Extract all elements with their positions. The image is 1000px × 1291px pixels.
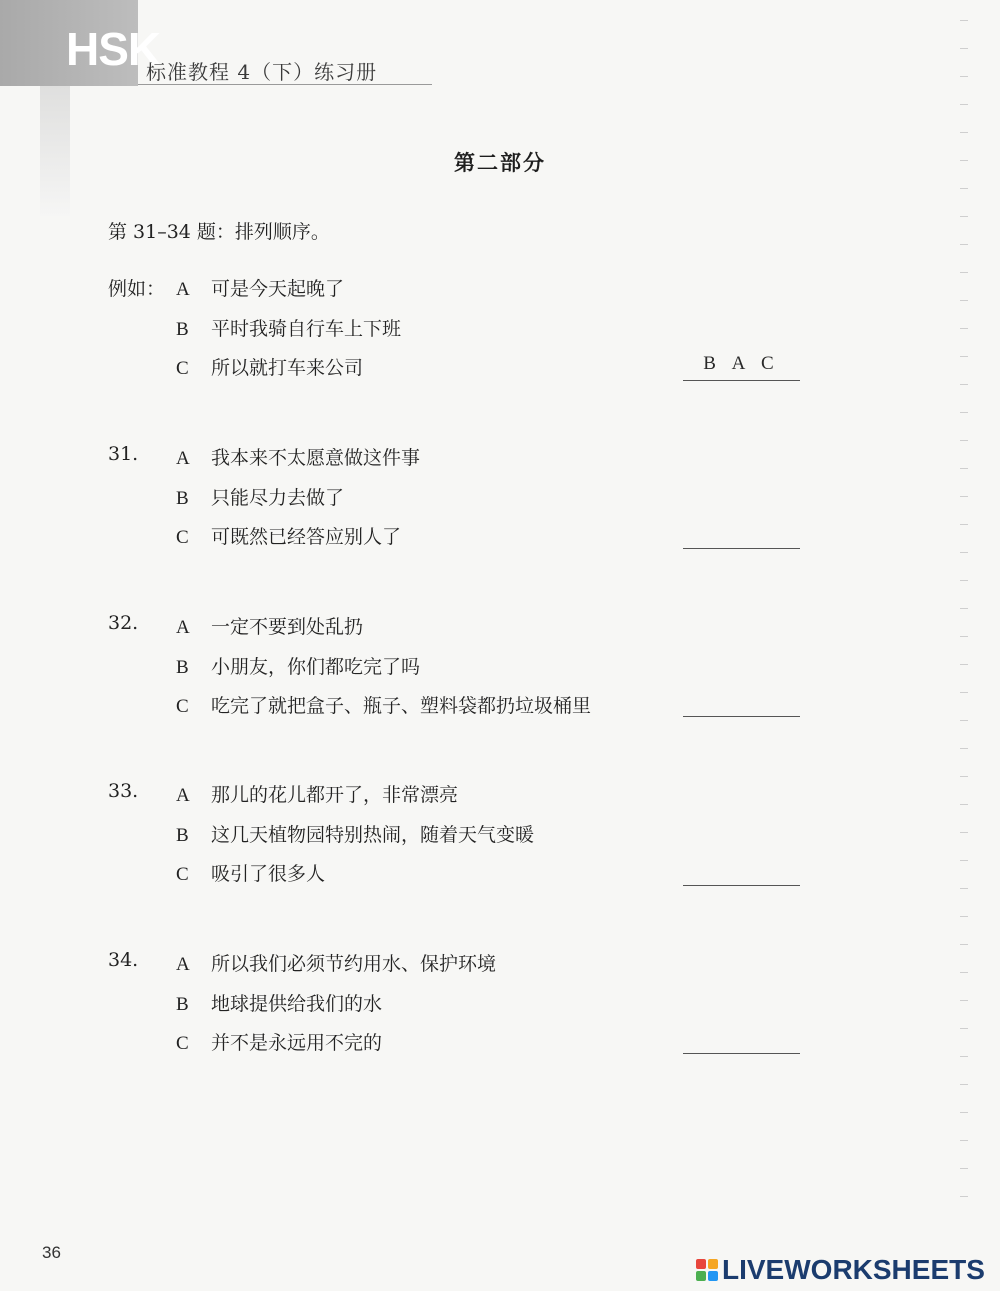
option-a	[176, 949, 496, 976]
edge-tick	[960, 1112, 968, 1113]
option-b	[176, 820, 534, 847]
edge-tick	[960, 1084, 968, 1085]
edge-tick	[960, 188, 968, 189]
edge-tick	[960, 384, 968, 385]
option-a	[176, 780, 458, 807]
option-letter: C	[176, 696, 189, 717]
option-c	[176, 691, 591, 718]
question-number: 33.	[108, 780, 139, 802]
option-letter: B	[176, 319, 189, 340]
edge-tick	[960, 804, 968, 805]
option-letter: A	[176, 617, 190, 638]
edge-tick	[960, 1168, 968, 1169]
option-text: 小朋友，你们都吃完了吗	[211, 656, 421, 678]
edge-tick	[960, 972, 968, 973]
option-text: 我本来不太愿意做这件事	[211, 447, 421, 469]
edge-tick	[960, 832, 968, 833]
liveworksheets-text: LIVEWORKSHEETS	[722, 1254, 985, 1285]
answer-input-33[interactable]	[683, 885, 800, 886]
option-letter: A	[176, 448, 190, 469]
example-option-c	[176, 353, 363, 380]
answer-input-34[interactable]	[683, 1053, 800, 1054]
edge-tick	[960, 1140, 968, 1141]
answer-input-32[interactable]	[683, 716, 800, 717]
option-letter: B	[176, 657, 189, 678]
option-text: 地球提供给我们的水	[211, 993, 383, 1015]
page-number: 36	[42, 1243, 61, 1262]
option-b	[176, 652, 420, 679]
edge-tick	[960, 860, 968, 861]
edge-tick	[960, 1056, 968, 1057]
option-text: 只能尽力去做了	[211, 487, 345, 509]
hsk-logo: HSK	[66, 23, 161, 75]
option-letter: C	[176, 358, 189, 379]
option-text: 那儿的花儿都开了，非常漂亮	[211, 784, 459, 806]
edge-tick	[960, 888, 968, 889]
example-answer-line	[683, 380, 800, 381]
option-text: 并不是永远用不完的	[211, 1032, 383, 1054]
option-c	[176, 1028, 382, 1055]
option-letter: C	[176, 1033, 189, 1054]
option-text: 所以我们必须节约用水、保护环境	[211, 953, 497, 975]
example-label: 例如：	[108, 278, 166, 300]
option-text: 这几天植物园特别热闹，随着天气变暖	[211, 824, 535, 846]
option-letter: A	[176, 279, 190, 300]
question-number: 31.	[108, 443, 139, 465]
option-text: 吃完了就把盒子、瓶子、塑料袋都扔垃圾桶里	[211, 695, 592, 717]
option-c	[176, 859, 325, 886]
edge-tick	[960, 1028, 968, 1029]
edge-tick	[960, 664, 968, 665]
edge-tick	[960, 552, 968, 553]
edge-tick	[960, 916, 968, 917]
option-text: 吸引了很多人	[211, 863, 326, 885]
edge-tick	[960, 356, 968, 357]
edge-tick	[960, 412, 968, 413]
edge-tick	[960, 1196, 968, 1197]
edge-tick	[960, 76, 968, 77]
example-answer: B A C	[703, 353, 780, 374]
option-b	[176, 989, 382, 1016]
edge-tick	[960, 216, 968, 217]
edge-tick	[960, 580, 968, 581]
edge-tick	[960, 496, 968, 497]
edge-tick	[960, 692, 968, 693]
option-text: 所以就打车来公司	[211, 357, 364, 379]
edge-tick	[960, 720, 968, 721]
option-letter: B	[176, 994, 189, 1015]
liveworksheets-logo[interactable]	[696, 1253, 985, 1287]
option-letter: B	[176, 488, 189, 509]
option-a	[176, 612, 363, 639]
book-title: 标准教程 4（下）练习册	[146, 60, 378, 84]
header-divider	[138, 84, 432, 85]
edge-tick	[960, 328, 968, 329]
page-edge-ticks	[960, 20, 970, 1220]
option-letter: C	[176, 864, 189, 885]
instruction-text: 第 31–34 题：排列顺序。	[108, 221, 330, 243]
option-letter: A	[176, 785, 190, 806]
edge-tick	[960, 244, 968, 245]
option-text: 可是今天起晚了	[211, 278, 345, 300]
edge-tick	[960, 104, 968, 105]
edge-tick	[960, 20, 968, 21]
edge-tick	[960, 1000, 968, 1001]
option-text: 一定不要到处乱扔	[211, 616, 364, 638]
edge-tick	[960, 776, 968, 777]
edge-tick	[960, 300, 968, 301]
edge-tick	[960, 272, 968, 273]
option-letter: B	[176, 825, 189, 846]
edge-tick	[960, 748, 968, 749]
option-a	[176, 443, 420, 470]
option-letter: A	[176, 954, 190, 975]
edge-tick	[960, 608, 968, 609]
question-number: 34.	[108, 949, 139, 971]
section-title: 第二部分	[454, 150, 546, 175]
edge-tick	[960, 132, 968, 133]
option-letter: C	[176, 527, 189, 548]
answer-input-31[interactable]	[683, 548, 800, 549]
option-b	[176, 483, 344, 510]
edge-tick	[960, 636, 968, 637]
option-c	[176, 522, 401, 549]
liveworksheets-icon	[696, 1259, 718, 1281]
example-option-a	[176, 274, 344, 301]
edge-tick	[960, 524, 968, 525]
edge-tick	[960, 468, 968, 469]
option-text: 可既然已经答应别人了	[211, 526, 402, 548]
option-text: 平时我骑自行车上下班	[211, 318, 402, 340]
example-option-b	[176, 314, 401, 341]
edge-tick	[960, 440, 968, 441]
question-number: 32.	[108, 612, 139, 634]
edge-tick	[960, 944, 968, 945]
edge-tick	[960, 48, 968, 49]
